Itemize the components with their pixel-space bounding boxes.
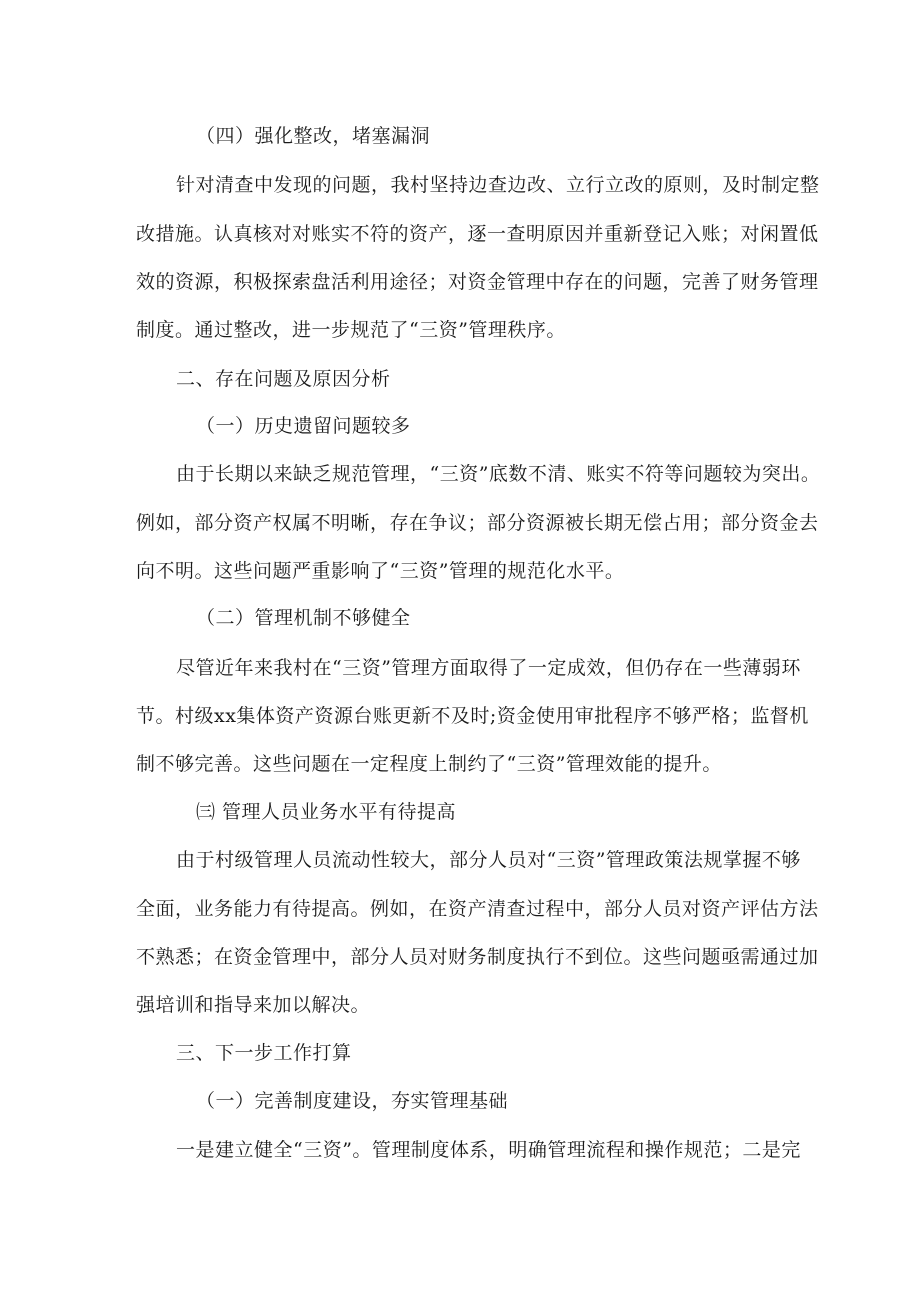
- paragraph-line: 节。村级xx集体资产资源台账更新不及时;资金使用审批程序不够严格；监督机: [136, 705, 809, 727]
- section-heading: 二、存在问题及原因分析: [176, 368, 391, 390]
- subsection-title: （一）历史遗留问题较多: [196, 415, 411, 437]
- paragraph-line: 改措施。认真核对对账实不符的资产，逐一查明原因并重新登记入账；对闲置低: [136, 223, 819, 245]
- subsection-title: （四）强化整改，堵塞漏洞: [196, 125, 431, 147]
- paragraph-line: 尽管近年来我村在“三资”管理方面取得了一定成效，但仍存在一些薄弱环: [176, 657, 801, 679]
- paragraph-line: 不熟悉；在资金管理中，部分人员对财务制度执行不到位。这些问题亟需通过加: [136, 946, 819, 968]
- paragraph-line: 一是建立健全“三资”。管理制度体系，明确管理流程和操作规范；二是完: [176, 1139, 801, 1161]
- section-heading: 三、下一步工作打算: [176, 1042, 352, 1064]
- paragraph-line: 例如，部分资产权属不明晰，存在争议；部分资源被长期无偿占用；部分资金去: [136, 512, 819, 534]
- subsection-title: （一）完善制度建设，夯实管理基础: [196, 1090, 509, 1112]
- paragraph-line: 由于村级管理人员流动性较大，部分人员对“三资”管理政策法规掌握不够: [176, 849, 801, 871]
- subsection-title: ㈢ 管理人员业务水平有待提高: [196, 801, 457, 823]
- paragraph-line: 向不明。这些问题严重影响了“三资”管理的规范化水平。: [136, 560, 625, 582]
- paragraph-line: 强培训和指导来加以解决。: [136, 994, 371, 1016]
- paragraph-line: 效的资源，积极探索盘活利用途径；对资金管理中存在的问题，完善了财务管理: [136, 271, 819, 293]
- paragraph-line: 全面，业务能力有待提高。例如，在资产清查过程中，部分人员对资产评估方法: [136, 898, 819, 920]
- subsection-title: （二）管理机制不够健全: [196, 607, 411, 629]
- paragraph-line: 由于长期以来缺乏规范管理，“三资”底数不清、账实不符等问题较为突出。: [176, 463, 821, 485]
- paragraph-line: 制不够完善。这些问题在一定程度上制约了“三资”管理效能的提升。: [136, 753, 722, 775]
- paragraph-line: 针对清查中发现的问题，我村坚持边查边改、立行立改的原则，及时制定整: [176, 174, 820, 196]
- paragraph-line: 制度。通过整改，进一步规范了“三资”管理秩序。: [136, 319, 566, 341]
